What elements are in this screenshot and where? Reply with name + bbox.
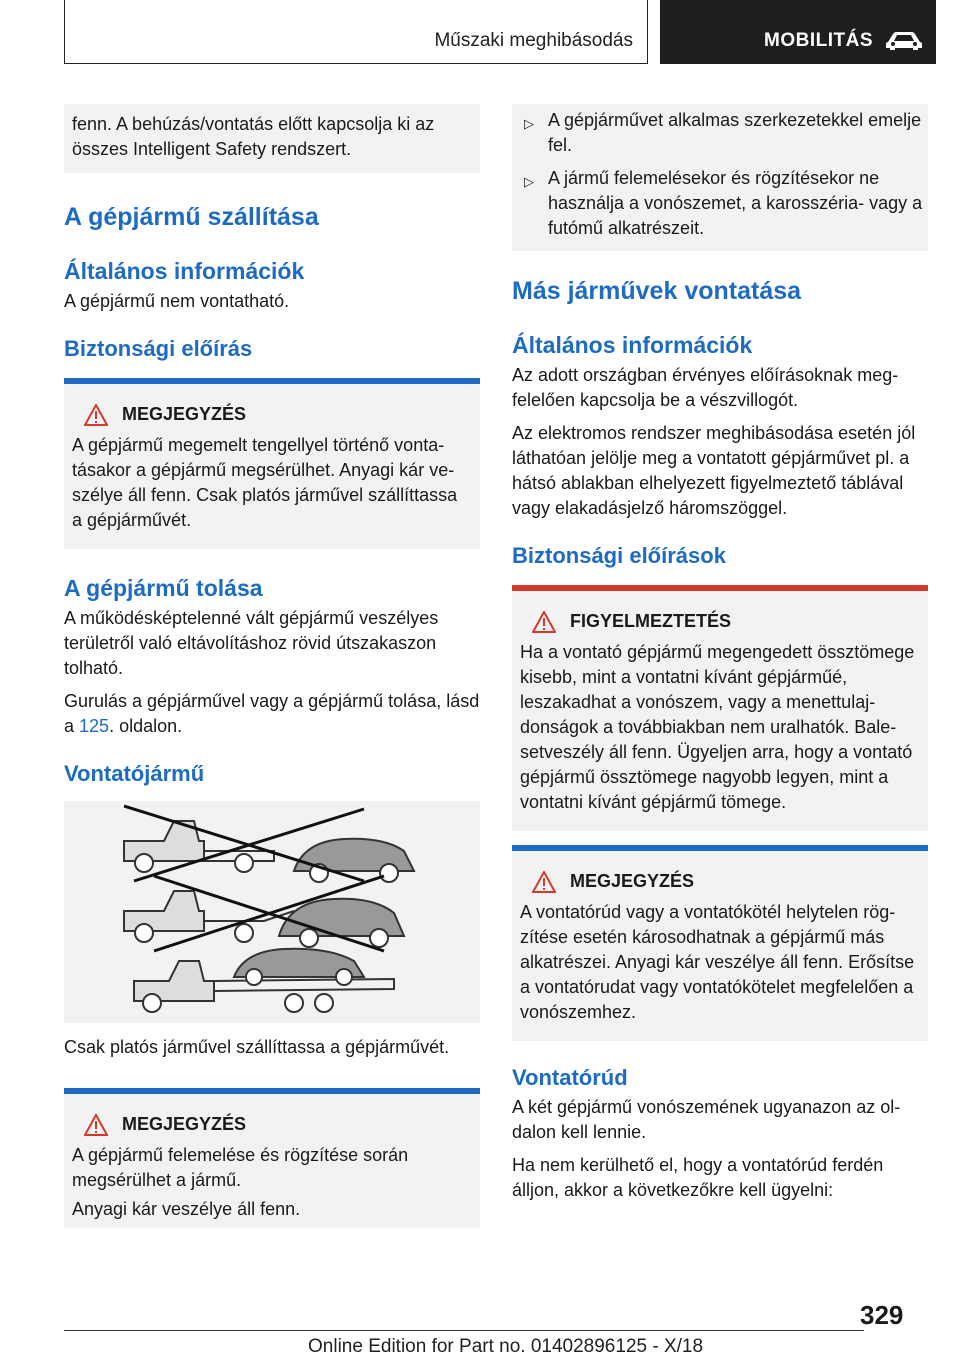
note-title: MEGJEGYZÉS: [122, 404, 247, 424]
tow-rod-text-2: Ha nem kerülhető el, hogy a vontatórúd ferdén álljon, akkor a következőkre kell ügyelni:: [512, 1155, 884, 1200]
right-column: [512, 104, 928, 1203]
list-box: [512, 104, 928, 251]
header-section-title: Műszaki meghibásodás: [434, 30, 633, 51]
header-section-box: [64, 0, 648, 64]
heading-pushing: A gépjármű tolása: [64, 575, 263, 601]
heading-safety: Biztonsági előírások: [512, 543, 726, 568]
note-title: MEGJEGYZÉS: [570, 871, 695, 891]
triangle-bullet-icon: ▷: [524, 174, 534, 189]
note-title: MEGJEGYZÉS: [122, 1114, 247, 1134]
pushing-text-2a: Gurulás a gépjárművel vagy a gépjármű tolása, lásd a: [64, 691, 480, 736]
footer-edition: Online Edition for Part no. 01402896125 - X/18: [308, 1336, 704, 1357]
figure-caption: Csak platós járművel szállíttassa a gépjárművét.: [64, 1037, 450, 1057]
warning-box: [512, 585, 928, 831]
heading-safety: Biztonsági előírás: [64, 336, 253, 361]
list-item-text: A gépjárművet alkalmas szerkezetekkel emelje fel.: [548, 110, 922, 155]
general-info-text: A gépjármű nem vontatható.: [64, 291, 290, 311]
warning-triangle-icon: [84, 404, 108, 426]
list-item: [512, 166, 928, 241]
note-text: A vontatórúd vagy a vontatókötél helytelen rögzítése esetén károsodhatnak a gépjármű más alkatrészei. Anyagi kár veszélye áll fenn. Erősítse a vontatórudat vagy vontatókötelet megfelelően a vonószemhez.: [520, 902, 915, 1022]
note-text: A gépjármű megemelt tengellyel történő vontatásakor a gépjármű megsérülhet. Anyagi kár veszélye áll fenn. Csak platós járművel szállíttassa a gépjárművét.: [72, 435, 458, 530]
note-title-row: [520, 869, 920, 894]
tow-truck-drawing: [64, 801, 480, 1023]
intro-note: fenn. A behúzás/vontatás előtt kapcsolja ki az összes Intelligent Safety rendszert.: [64, 104, 480, 173]
list-item: [512, 108, 928, 158]
general-info-text-2: Az elektromos rendszer meghibásodása esetén jól láthatóan jelölje meg a vontatott gépjárművet pl. a hátsó ablakban elhelyezett figyelmeztető táblával vagy elakadásjelző háromszöggel.: [512, 423, 916, 518]
pushing-text-1: A működésképtelenné vált gépjármű veszélyes területről való eltávolításhoz rövid útszakaszon tolható.: [64, 608, 439, 678]
footer-divider: [64, 1330, 864, 1331]
general-info-text-1: Az adott országban érvényes előírásoknak megfelelően kapcsolja be a vészvillogót.: [512, 365, 899, 410]
note-box-2: [64, 1088, 480, 1228]
car-icon: [884, 30, 924, 52]
heading-general-info: Általános információk: [64, 258, 305, 284]
note-text-1: A gépjármű felemelése és rögzítése során megsérülhet a jármű.: [72, 1145, 409, 1190]
list-item-text: A jármű felemelésekor és rögzítésekor ne használja a vonószemet, a karosszéria- vagy a futómű alkatrészeit.: [548, 168, 923, 238]
header-chapter-title: MOBILITÁS: [764, 30, 873, 51]
page-number: 329: [860, 1300, 904, 1330]
page-link[interactable]: 125: [79, 716, 110, 736]
note-title-row: [72, 1112, 472, 1137]
tow-rod-text-1: A két gépjármű vonószemének ugyanazon az oldalon kell lennie.: [512, 1097, 901, 1142]
note-box: [512, 845, 928, 1041]
warning-triangle-icon: [532, 871, 556, 893]
note-box-1: [64, 378, 480, 549]
heading-vehicle-transport: A gépjármű szállítása: [64, 203, 319, 231]
left-column: [64, 104, 480, 1228]
note-title-row: [72, 402, 472, 427]
warning-text: Ha a vontató gépjármű megengedett össztömege kisebb, mint a vontatni kívánt gépjárműé, leszakadhat a vonószem, vagy a menettulajdonságok a továbbiakban nem uralhatók. Balesetveszély áll fenn. Ügyeljen arra, hogy a vontató gépjármű össztömege nagyobb legyen, mint a vontatni kívánt gépjármű tömege.: [520, 642, 915, 812]
heading-tow-vehicle: Vontatójármű: [64, 761, 205, 786]
note-text-2: Anyagi kár veszélye áll fenn.: [72, 1199, 301, 1219]
pushing-text-2: [64, 689, 480, 739]
warning-title-row: [520, 609, 920, 634]
heading-tow-rod: Vontatórúd: [512, 1065, 628, 1090]
warning-title: FIGYELMEZTETÉS: [570, 611, 732, 631]
heading-general-info: Általános információk: [512, 332, 753, 358]
warning-triangle-icon: [532, 611, 556, 633]
tow-truck-illustration: [64, 801, 480, 1023]
pushing-text-2b: . oldalon.: [109, 716, 183, 736]
heading-towing-others: Más járművek vontatása: [512, 277, 802, 305]
warning-triangle-icon: [84, 1114, 108, 1136]
triangle-bullet-icon: ▷: [524, 116, 534, 131]
